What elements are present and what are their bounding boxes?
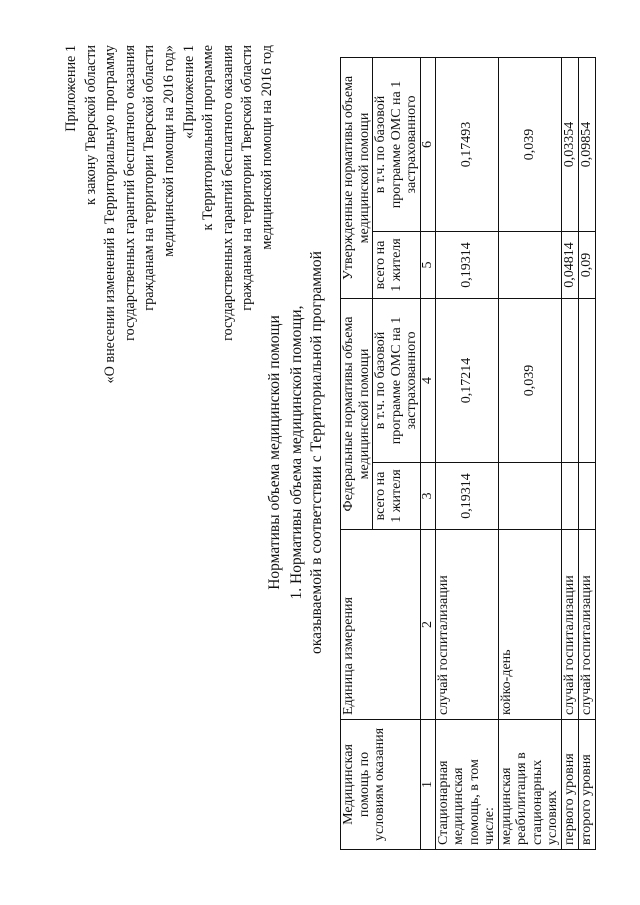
section-title xyxy=(287,0,327,905)
header-federal-norms: Федеральные нормативы объема медицинской помощи xyxy=(341,298,373,529)
appr-total-cell: 0,19314 xyxy=(435,231,498,298)
care-type-cell: медицинская реабилитация в стационарных условиях xyxy=(498,720,561,850)
header-line: гражданам на территории Тверской области xyxy=(239,45,256,311)
appendix-header xyxy=(62,45,278,515)
header-line: медицинской помощи на 2016 год xyxy=(258,45,275,250)
appr-total-cell xyxy=(498,231,561,298)
column-number: 6 xyxy=(420,57,435,231)
header-approved-norms: Утвержденные нормативы объема медицинской помощи xyxy=(341,57,373,298)
column-number: 4 xyxy=(420,298,435,462)
fed-total-cell xyxy=(498,463,561,530)
document-title: Нормативы объема медицинской помощи xyxy=(266,315,283,590)
care-type-cell: первого уровня xyxy=(561,720,578,850)
appr-oms-cell: 0,03354 xyxy=(561,57,578,231)
unit-cell: случай госпитализации xyxy=(578,530,595,720)
header-line: «Приложение 1 xyxy=(180,45,197,139)
column-number: 3 xyxy=(420,463,435,530)
section-title-line: 1. Нормативы объема медицинской помощи, xyxy=(288,305,305,600)
fed-oms-cell: 0,17214 xyxy=(435,298,498,462)
header-line: к закону Тверской области xyxy=(82,45,99,205)
column-numbers-row xyxy=(420,57,435,849)
header-unit: Единица измерения xyxy=(341,530,421,720)
care-type-cell: Стационарная медицинская помощь, в том числе: xyxy=(435,720,498,850)
header-line: государственных гарантий бесплатного оказания xyxy=(121,45,138,341)
care-type-cell: второго уровня xyxy=(578,720,595,850)
appr-oms-cell: 0,17493 xyxy=(435,57,498,231)
norms-table xyxy=(340,57,596,850)
fed-total-cell: 0,19314 xyxy=(435,463,498,530)
table-row xyxy=(435,57,498,849)
fed-oms-cell: 0,039 xyxy=(498,298,561,462)
fed-total-cell xyxy=(561,463,578,530)
header-line: гражданам на территории Тверской области xyxy=(141,45,158,311)
header-fed-per-resident: всего на 1 жителя xyxy=(373,463,421,530)
appr-total-cell: 0,04814 xyxy=(561,231,578,298)
column-number: 1 xyxy=(420,720,435,850)
header-fed-per-insured: в т.ч. по базовой программе ОМС на 1 застрахованного xyxy=(373,298,421,462)
column-number: 2 xyxy=(420,530,435,720)
header-line: «О внесении изменений в Территориальную программу xyxy=(102,45,119,384)
table-row xyxy=(561,57,578,849)
section-title-line: оказываемой в соответствии с Территориальной программой xyxy=(308,251,325,654)
header-line: Приложение 1 xyxy=(63,45,79,132)
appr-total-cell: 0,09 xyxy=(578,231,595,298)
table-header-row xyxy=(341,57,373,849)
appr-oms-cell: 0,09854 xyxy=(578,57,595,231)
fed-oms-cell xyxy=(578,298,595,462)
header-appr-per-insured: в т.ч. по базовой программе ОМС на 1 застрахованного xyxy=(373,57,421,231)
table-row xyxy=(498,57,561,849)
unit-cell: случай госпитализации xyxy=(435,530,498,720)
unit-cell: койко-день xyxy=(498,530,561,720)
header-care-type: Медицинская помощь по условиям оказания xyxy=(341,720,421,850)
table-row xyxy=(578,57,595,849)
unit-cell: случай госпитализации xyxy=(561,530,578,720)
header-line: государственных гарантий бесплатного оказания xyxy=(219,45,236,341)
fed-total-cell xyxy=(578,463,595,530)
fed-oms-cell xyxy=(561,298,578,462)
header-appr-per-resident: всего на 1 жителя xyxy=(373,231,421,298)
header-line: медицинской помощи на 2016 год» xyxy=(160,45,177,257)
column-number: 5 xyxy=(420,231,435,298)
appr-oms-cell: 0,039 xyxy=(498,57,561,231)
header-line: к Территориальной программе xyxy=(200,45,217,231)
